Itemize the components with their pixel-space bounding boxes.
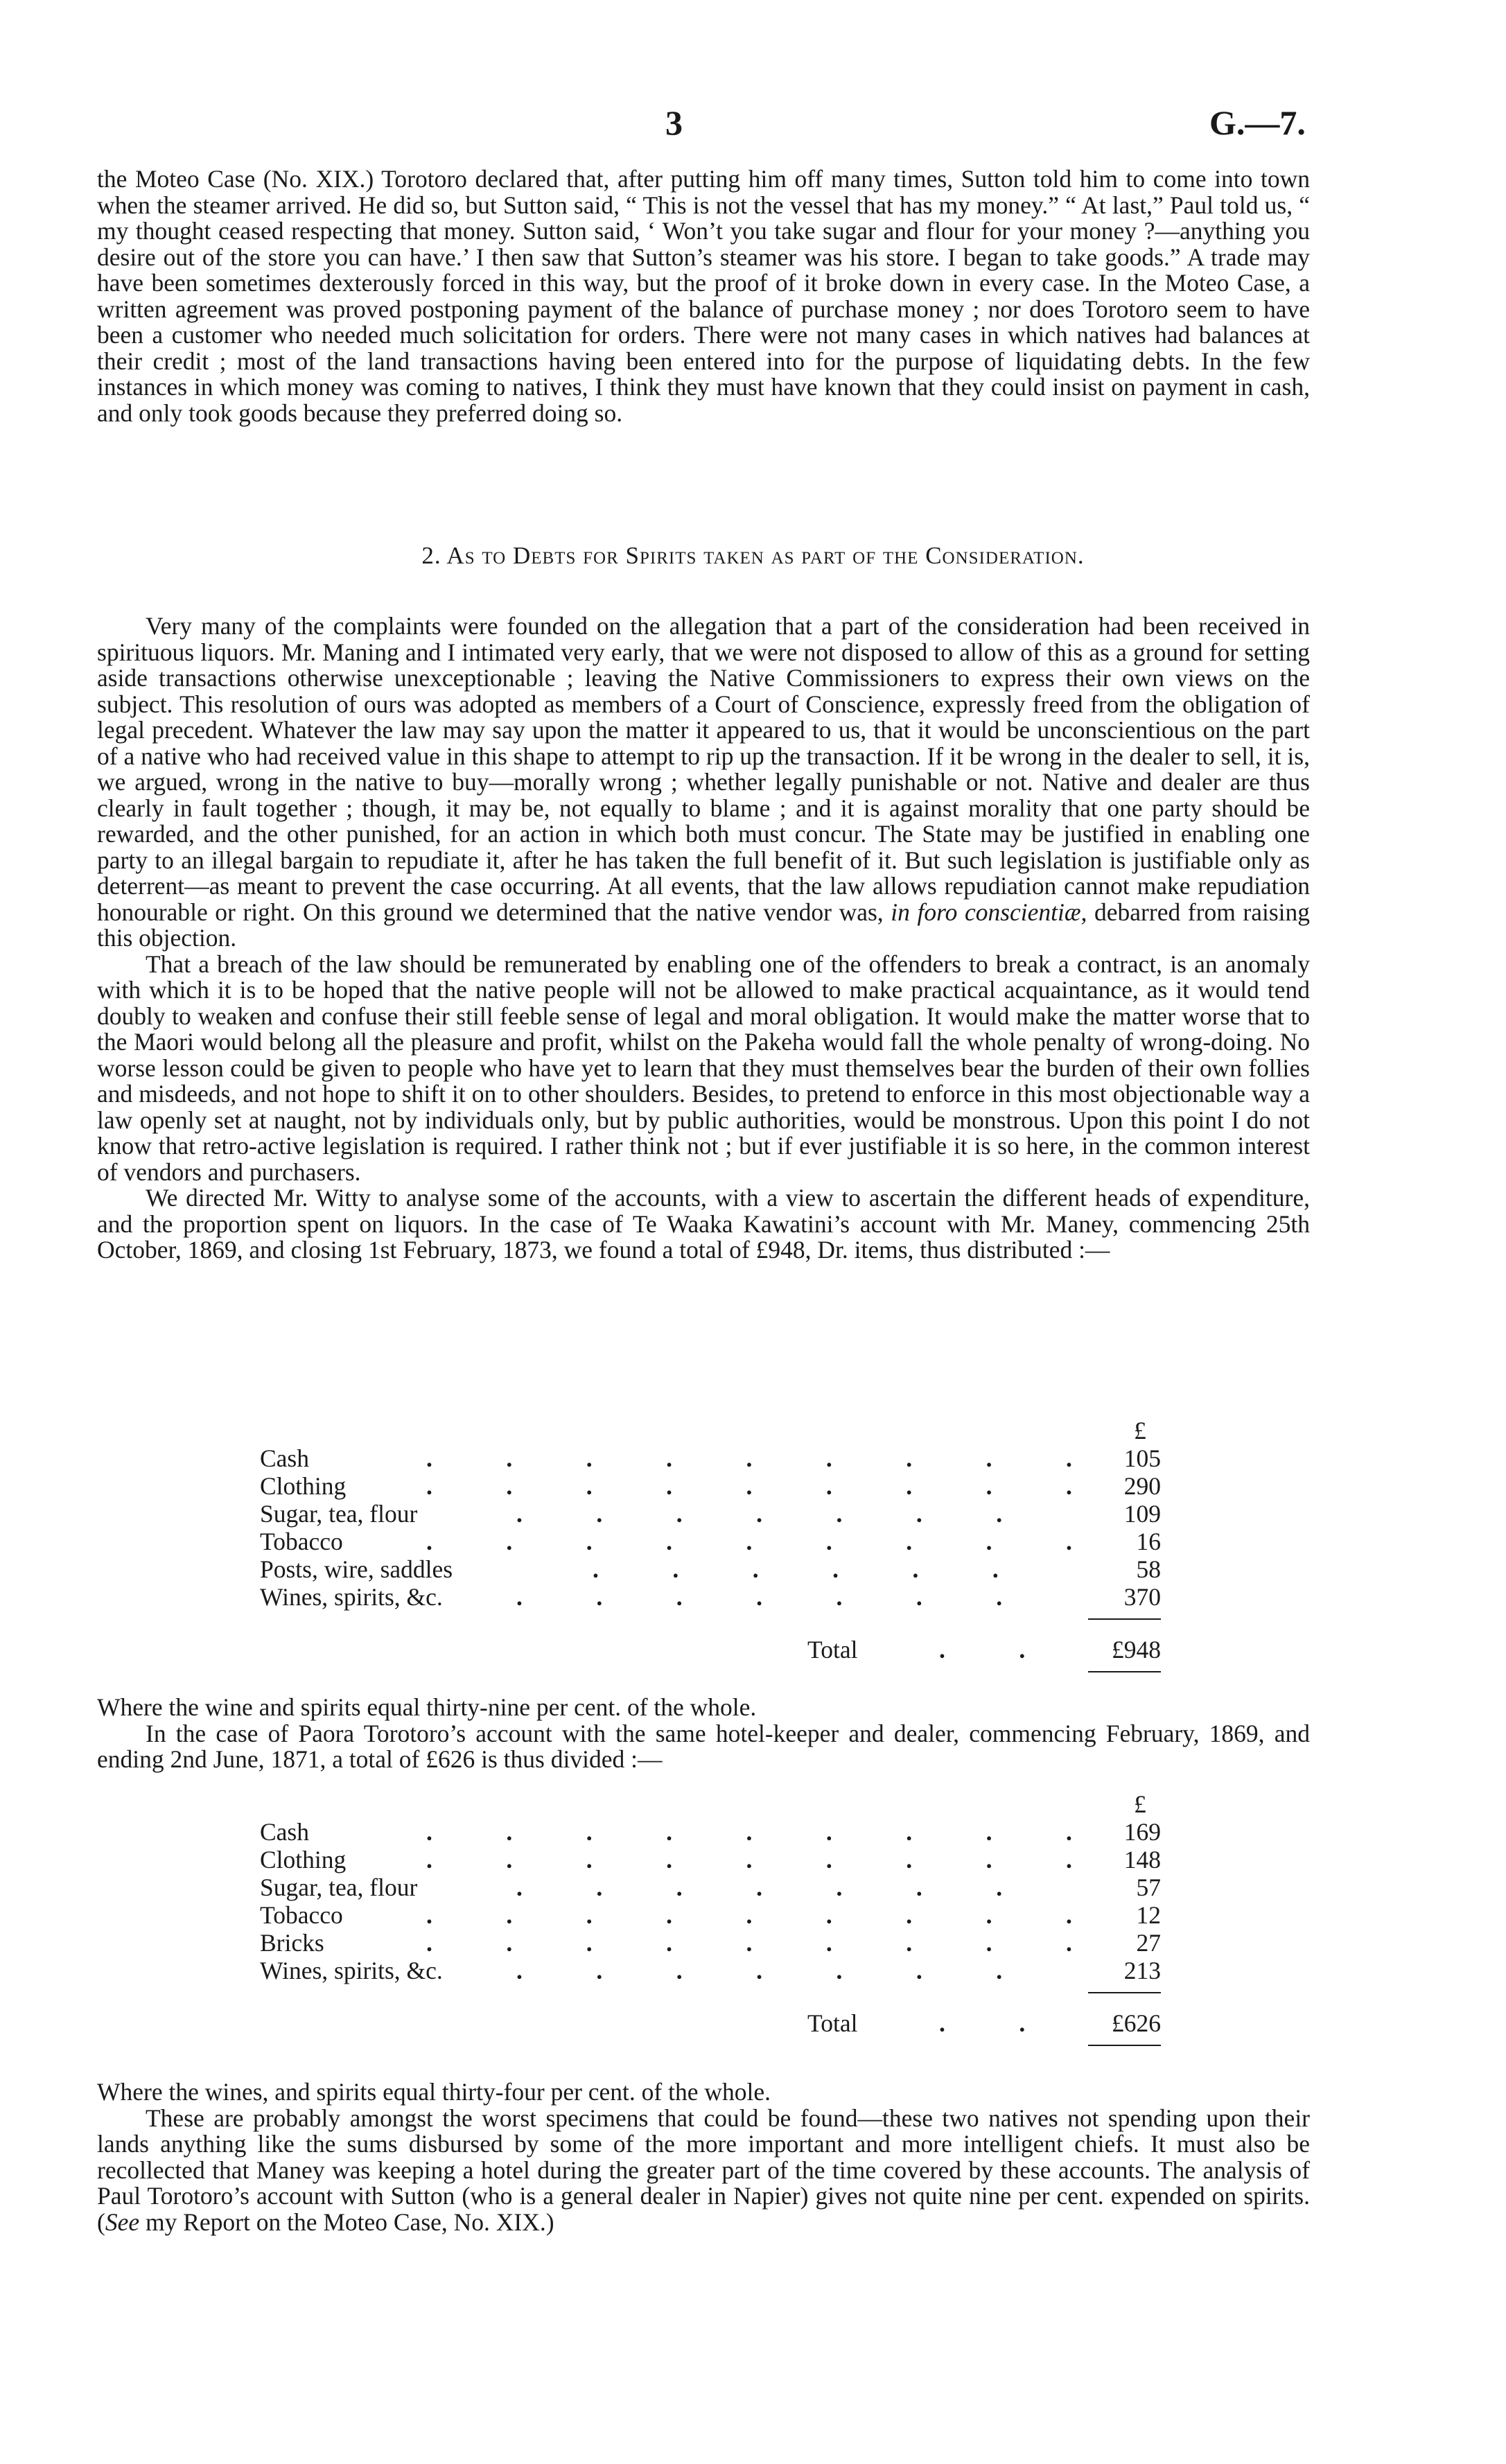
sum-rule <box>1088 1618 1161 1620</box>
leader-dots: . . . . . . . <box>516 1873 1003 1901</box>
table-row <box>260 1817 1161 1845</box>
leader-dots: . . . . . . . . . <box>426 1472 1072 1500</box>
row-label: Clothing <box>260 1472 347 1500</box>
leader-dots: . . . . . . . <box>516 1500 1003 1528</box>
spirits-para1-text-b: debarred from raising this objection. <box>97 898 1311 952</box>
total-value: £948 <box>1112 1636 1161 1663</box>
leader-dots: . . . . . . . . . <box>426 1846 1072 1873</box>
row-value: 370 <box>1123 1583 1161 1611</box>
spirits-section-body <box>97 613 1310 1264</box>
section-heading: 2. As to Debts for Spirits taken as part of the Consideration. <box>421 542 1085 569</box>
page-number: 3 <box>665 103 683 142</box>
total-rule <box>1088 1671 1161 1672</box>
closing-text-b: my Report on the Moteo Case, No. XIX.) <box>145 2208 554 2236</box>
table-total-row <box>260 1635 1161 1663</box>
row-value: 148 <box>1123 1846 1161 1873</box>
row-label: Tobacco <box>260 1901 343 1929</box>
paora-account-intro: In the case of Paora Torotoro’s account with the same hotel-keeper and dealer, commencing February, 1869, and ending 2nd June, 1871, a total of £626 is thus divided :— <box>97 1719 1310 1773</box>
leader-dots: . . . . . . . . . <box>426 1528 1072 1555</box>
analysis-paragraph-1 <box>97 1695 1310 1773</box>
table-row <box>260 1527 1161 1555</box>
table-row <box>260 1956 1161 1984</box>
currency-header: £ <box>1134 1417 1146 1444</box>
leader-dots: . . . . . . . . . <box>426 1901 1072 1929</box>
row-value: 105 <box>1123 1444 1161 1472</box>
total-rule <box>1088 2045 1161 2046</box>
leader-dots: . . . . . . . <box>516 1583 1003 1611</box>
row-label: Posts, wire, saddles <box>260 1555 453 1583</box>
document-reference: G.—7. <box>1209 103 1306 142</box>
expenditure-table-torotoro <box>260 1790 1161 2067</box>
total-label: Total <box>807 1636 858 1663</box>
spirits-paragraph-1 <box>97 613 1310 952</box>
leader-dots: . . <box>939 1636 1026 1663</box>
row-value: 290 <box>1123 1472 1161 1500</box>
leader-dots: . . <box>939 2009 1026 2037</box>
leader-dots: . . . . . . . <box>516 1957 1003 1984</box>
row-label: Sugar, tea, flour <box>260 1500 418 1528</box>
spirits-paragraph-2: That a breach of the law should be remunerated by enabling one of the offenders to break a contract, is an anomaly with which it is to be hoped that the native people will not be allowed to make practical acquaintance, as it would tend doubly to weaken and confuse their still feeble sense of legal and moral obligation. It would make the matter worse that to the Maori would belong all the pleasure and profit, whilst on the Pakeha would fall the whole penalty of wrong-doing. No worse lesson could be given to people who have yet to learn that they must themselves bear the burden of their own follies and misdeeds, and not hope to shift it on to other shoulders. Besides, to pretend to enforce in this most objectionable way a law openly set at naught, not by individuals only, but by public authorities, would be monstrous. Upon this point I do not know that retro-active legislation is required. I rather think not ; but if ever justifiable it is so here, in the common interest of vendors and purchasers. <box>97 950 1310 1186</box>
row-label: Bricks <box>260 1929 324 1957</box>
closing-text-a: These are probably amongst the worst specimens that could be found—these two natives not spending upon their lands anything like the sums disbursed by some of the more important and more intelligent chiefs. It must also be recollected that Maney was keeping a hotel during the greater part of the time covered by these accounts. The analysis of Paul Torotoro’s account with Sutton (who is a general dealer in Napier) gives not quite nine per cent. expended on spirits. ( <box>97 2104 1310 2236</box>
row-value: 27 <box>1136 1929 1161 1957</box>
leader-dots: . . . . . . <box>593 1555 999 1583</box>
row-label: Cash <box>260 1818 309 1846</box>
leader-dots: . . . . . . . . . <box>426 1444 1072 1472</box>
table-row <box>260 1873 1161 1901</box>
intro-text: the Moteo Case (No. XIX.) Torotoro declared that, after putting him off many times, Sutton told him to come into town when the steamer arrived. He did so, but Sutton said, “ This is not the vessel that has my money.” “ At last,” Paul told us, “ my thought ceased respecting that money. Sutton said, ‘ Won’t you take sugar and flour for your money ?—anything you desire out of the store you can have.’ I then saw that Sutton’s steamer was his store. I began to take goods.” A trade may have been sometimes dexterously forced in this way, but the proof of it broke down in every case. In the Moteo Case, a written agreement was proved postponing payment of the balance of purchase money ; nor does Torotoro seem to have been a customer who needed much solicitation for orders. There were not many cases in which natives had balances at their credit ; most of the land transactions having been entered into for the purpose of liquidating debts. In the few instances in which money was coming to natives, I think they must have known that they could insist on payment in cash, and only took goods because they preferred doing so. <box>97 165 1310 427</box>
leader-dots: . . . . . . . . . <box>426 1929 1072 1957</box>
row-value: 169 <box>1123 1818 1161 1846</box>
percentage-note-1: Where the wine and spirits equal thirty-nine per cent. of the whole. <box>97 1693 757 1721</box>
row-value: 57 <box>1136 1873 1161 1901</box>
spirits-paragraph-3: We directed Mr. Witty to analyse some of the accounts, with a view to ascertain the different heads of expenditure, and the proportion spent on liquors. In the case of Te Waaka Kawatini’s account with Mr. Maney, commencing 25th October, 1869, and closing 1st February, 1873, we found a total of £948, Dr. items, thus distributed :— <box>97 1184 1310 1264</box>
row-label: Wines, spirits, &c. <box>260 1957 443 1984</box>
percentage-note-2: Where the wines, and spirits equal thirty-four per cent. of the whole. <box>97 2078 771 2106</box>
table-total-row <box>260 2009 1161 2036</box>
currency-header: £ <box>1134 1790 1146 1818</box>
row-value: 16 <box>1136 1528 1161 1555</box>
table-row <box>260 1555 1161 1582</box>
row-value: 12 <box>1136 1901 1161 1929</box>
latin-phrase: in foro conscientiæ, <box>891 898 1087 926</box>
row-value: 109 <box>1123 1500 1161 1528</box>
table-row <box>260 1499 1161 1527</box>
table-row <box>260 1471 1161 1499</box>
row-label: Clothing <box>260 1846 347 1873</box>
see-reference: See <box>105 2208 140 2236</box>
expenditure-table-kawatini <box>260 1416 1161 1693</box>
row-value: 58 <box>1136 1555 1161 1583</box>
table-row <box>260 1444 1161 1471</box>
sum-rule <box>1088 1992 1161 1993</box>
closing-paragraph <box>97 2106 1310 2236</box>
leader-dots: . . . . . . . . . <box>426 1818 1072 1846</box>
total-label: Total <box>807 2009 858 2037</box>
intro-paragraph <box>97 166 1310 426</box>
table-row <box>260 1582 1161 1610</box>
spirits-para1-text-a: Very many of the complaints were founded on the allegation that a part of the consideration had been received in spirituous liquors. Mr. Maning and I intimated very early, that we were not disposed to allow of this as a ground for setting aside transactions otherwise unexceptionable ; leaving the Native Commissioners to express their own views on the subject. This resolution of ours was adopted as members of a Court of Conscience, expressly freed from the obligation of legal precedent. Whatever the law may say upon the matter it appeared to us, that it would be unconscientious on the part of a native who had received value in this shape to attempt to rip up the transaction. If it be wrong in the dealer to sell, it is, we argued, wrong in the native to buy—morally wrong ; whether legally punishable or not. Native and dealer are thus clearly in fault together ; though, it may be, not equally to blame ; and it is against morality that one party should be rewarded, and the other punished, for an action in which both must concur. The State may be justified in enabling one party to an illegal bargain to repudiate it, after he has taken the full benefit of it. But such legislation is justifiable only as deterrent—as meant to prevent the case occurring. At all events, that the law allows repudiation cannot make repudiation honourable or right. On this ground we determined that the native vendor was, <box>97 612 1310 926</box>
analysis-paragraph-2 <box>97 2079 1310 2235</box>
row-label: Cash <box>260 1444 309 1472</box>
row-label: Wines, spirits, &c. <box>260 1583 443 1611</box>
total-value: £626 <box>1112 2009 1161 2037</box>
table-row <box>260 1928 1161 1956</box>
row-label: Sugar, tea, flour <box>260 1873 418 1901</box>
table-row <box>260 1845 1161 1873</box>
table-row <box>260 1901 1161 1928</box>
row-value: 213 <box>1123 1957 1161 1984</box>
row-label: Tobacco <box>260 1528 343 1555</box>
